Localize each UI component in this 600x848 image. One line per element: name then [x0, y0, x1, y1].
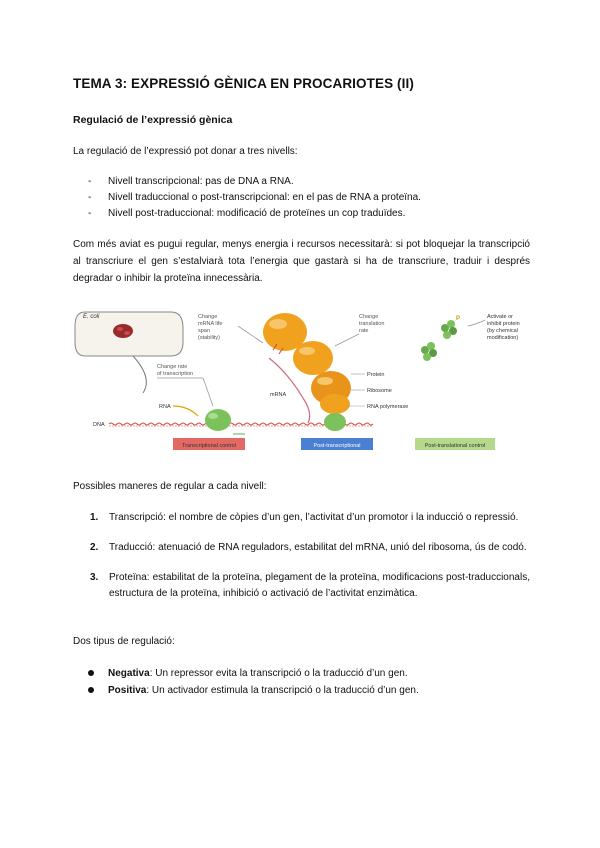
list-item: [90, 540, 530, 556]
list-item: [88, 682, 419, 699]
type-label: Negativa: [108, 668, 150, 679]
types-list: [88, 665, 419, 699]
item-text: Traducció: atenuació de RNA reguladors, estabilitat del mRNA, unió del ribosoma, ús de codó.: [109, 542, 527, 553]
item-number: 1.: [90, 512, 99, 523]
list-item: [88, 206, 421, 222]
page-title: TEMA 3: EXPRESSIÓ GÈNICA EN PROCARIOTES (II): [73, 76, 414, 91]
bullet-icon: [88, 670, 94, 676]
dash-marker: -: [88, 176, 92, 187]
section-heading-types: Dos tipus de regulació:: [73, 636, 175, 647]
change-mrna-label-2: mRNA life: [198, 321, 223, 327]
list-item: [90, 510, 530, 526]
ribosome-label: Ribosome: [367, 388, 392, 394]
activate-label-1: Activate or: [487, 314, 513, 320]
type-label: Positiva: [108, 685, 147, 696]
energy-paragraph: Com més aviat es pugui regular, menys energia i recursos necessitarà: si pot bloquejar la transcripció al transcriure el gen s’estalviarà tota l’energia que gastarà si ha de transcriure, traduir i després degradar o inhibir la proteïna innecessària.: [73, 239, 530, 284]
mrna-label: mRNA: [270, 392, 287, 398]
folded-protein-illustration: [421, 316, 460, 361]
change-rate-label-2: of transcription: [157, 371, 194, 377]
ecoli-label: E. coli: [83, 314, 100, 320]
protein-label: Protein: [367, 372, 385, 378]
activate-label-4: modification): [487, 335, 519, 341]
change-rate-label-1: Change rate: [157, 364, 188, 370]
list-item: [88, 174, 421, 190]
ways-list: [90, 510, 530, 602]
svg-text:P: P: [456, 316, 461, 322]
level-text: Nivell transcripcional: pas de DNA a RNA.: [108, 176, 294, 187]
type-text: : Un activador estimula la transcripció o la traducció d’un gen.: [146, 685, 419, 696]
change-mrna-label-3: span: [198, 328, 210, 334]
change-translation-label-1: Change: [359, 314, 379, 320]
polymerase-illustration-middle: [324, 413, 346, 431]
item-text: Proteïna: estabilitat de la proteïna, plegament de la proteïna, modificacions post-traduccionals, estructura de la proteïna, inhibició o activació de l’activitat enzimàtica.: [109, 572, 530, 599]
post-translational-label: Post-translational control: [424, 443, 486, 449]
rna-polymerase-label: RNA polymerase: [367, 404, 409, 410]
section-heading-ways: Possibles maneres de regular a cada nivell:: [73, 481, 267, 492]
level-text: Nivell post-traduccional: modificació de proteïnes un cop traduïdes.: [108, 208, 406, 219]
item-number: 3.: [90, 572, 99, 583]
bullet-icon: [88, 687, 94, 693]
dna-label: DNA: [93, 422, 105, 428]
ecoli-cell-illustration: [75, 312, 183, 393]
change-mrna-label-1: Change: [198, 314, 218, 320]
post-transcriptional-label: Post-transcriptional: [313, 443, 361, 449]
type-text: : Un repressor evita la transcripció o la traducció d’un gen.: [149, 668, 408, 679]
change-translation-label-3: rate: [359, 328, 369, 334]
activate-label-2: inhibit protein: [487, 321, 520, 327]
list-item: [90, 570, 530, 602]
list-item: [88, 190, 421, 206]
list-item: [88, 665, 419, 682]
activate-label-3: (by chemical: [487, 328, 518, 334]
polymerase-illustration-left: [205, 409, 231, 431]
section-heading-regulation: Regulació de l’expressió gènica: [73, 114, 233, 126]
dash-marker: -: [88, 208, 92, 219]
transcriptional-control-label: Transcriptional control: [182, 443, 236, 449]
dash-marker: -: [88, 192, 92, 203]
levels-list: [88, 174, 421, 222]
intro-text: La regulació de l’expressió pot donar a tres nivells:: [73, 146, 298, 157]
item-text: Transcripció: el nombre de còpies d’un gen, l’activitat d’un promotor i la inducció o repressió.: [109, 512, 519, 523]
item-number: 2.: [90, 542, 99, 553]
regulation-figure: [73, 298, 530, 458]
change-mrna-label-4: (stability): [198, 335, 221, 341]
change-translation-label-2: translation: [359, 321, 385, 327]
level-text: Nivell traduccional o post-transcripcional: en el pas de RNA a proteïna.: [108, 192, 421, 203]
rna-label: RNA: [159, 404, 171, 410]
